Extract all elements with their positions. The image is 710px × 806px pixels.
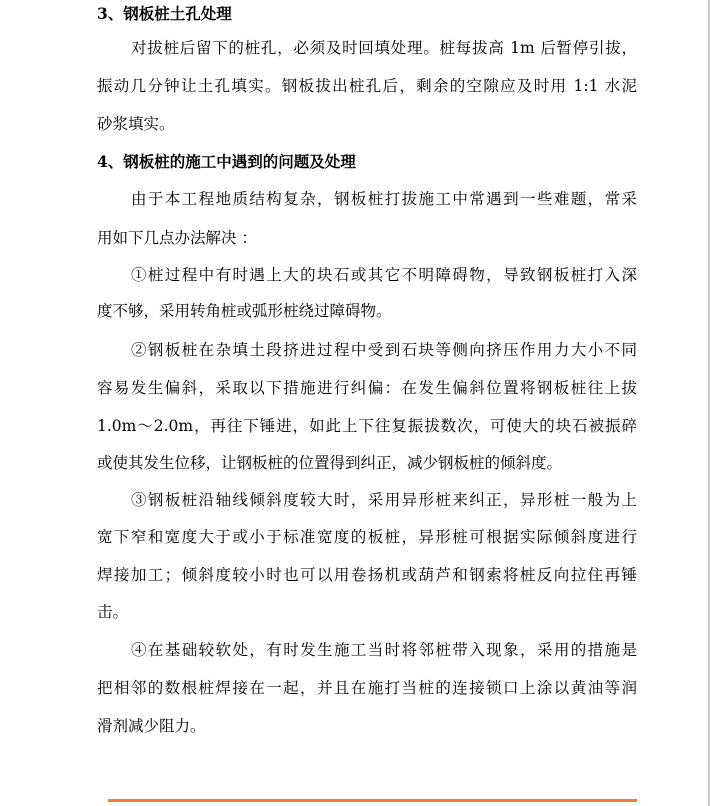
paragraph-line: 振动几分钟让土孔填实。钢板拔出桩孔后，剩余的空隙应及时用 1:1 水泥 — [97, 77, 637, 95]
paragraph-line: 滑剂减少阻力。 — [97, 717, 206, 735]
section-heading-3: 3、钢板桩土孔处理 — [97, 4, 232, 23]
paragraph-line: 对拔桩后留下的桩孔，必须及时回填处理。桩每拔高 1m 后暂停引拔， — [131, 39, 637, 57]
paragraph-line: 宽下窄和宽度大于或小于标准宽度的板桩，异形桩可根据实际倾斜度进行 — [97, 528, 637, 546]
paragraph-line: ④在基础较软处，有时发生施工当时将邻桩带入现象，采用的措施是 — [131, 641, 637, 659]
paragraph-line: 用如下几点办法解决 ： — [97, 229, 257, 247]
paragraph-line: 度不够，采用转角桩或弧形桩绕过障碍物。 — [97, 302, 392, 320]
paragraph-line: 容易发生偏斜，采取以下措施进行纠偏：在发生偏斜位置将钢板桩往上拔 — [97, 379, 637, 397]
paragraph-line: 砂浆填实。 — [97, 115, 175, 133]
paragraph-line: ①桩过程中有时遇上大的块石或其它不明障碍物，导致钢板桩打入深 — [131, 266, 637, 284]
paragraph-line: 击。 — [97, 603, 129, 621]
footer-rule — [108, 799, 637, 802]
paragraph-line: 1.0m～2.0m，再往下锤进，如此上下往复振拔数次，可使大的块石被振碎 — [97, 417, 637, 435]
paragraph-line: 焊接加工；倾斜度较小时也可以用卷扬机或葫芦和钢索将桩反向拉住再锤 — [97, 566, 637, 584]
paragraph-line: 或使其发生位移，让钢板桩的位置得到纠正，减少钢板桩的倾斜度。 — [97, 454, 563, 472]
paragraph-line: ②钢板桩在杂填土段挤进过程中受到石块等侧向挤压作用力大小不同 — [131, 341, 637, 359]
paragraph-line: 把相邻的数根桩焊接在一起，并且在施打当桩的连接锁口上涂以黄油等润 — [97, 679, 637, 697]
section-heading-4: 4、钢板桩的施工中遇到的问题及处理 — [97, 152, 356, 171]
paragraph-line: ③钢板桩沿轴线倾斜度较大时，采用异形桩来纠正，异形桩一般为上 — [131, 491, 637, 509]
paragraph-line: 由于本工程地质结构复杂，钢板桩打拔施工中常遇到一些难题，常采 — [131, 190, 637, 208]
